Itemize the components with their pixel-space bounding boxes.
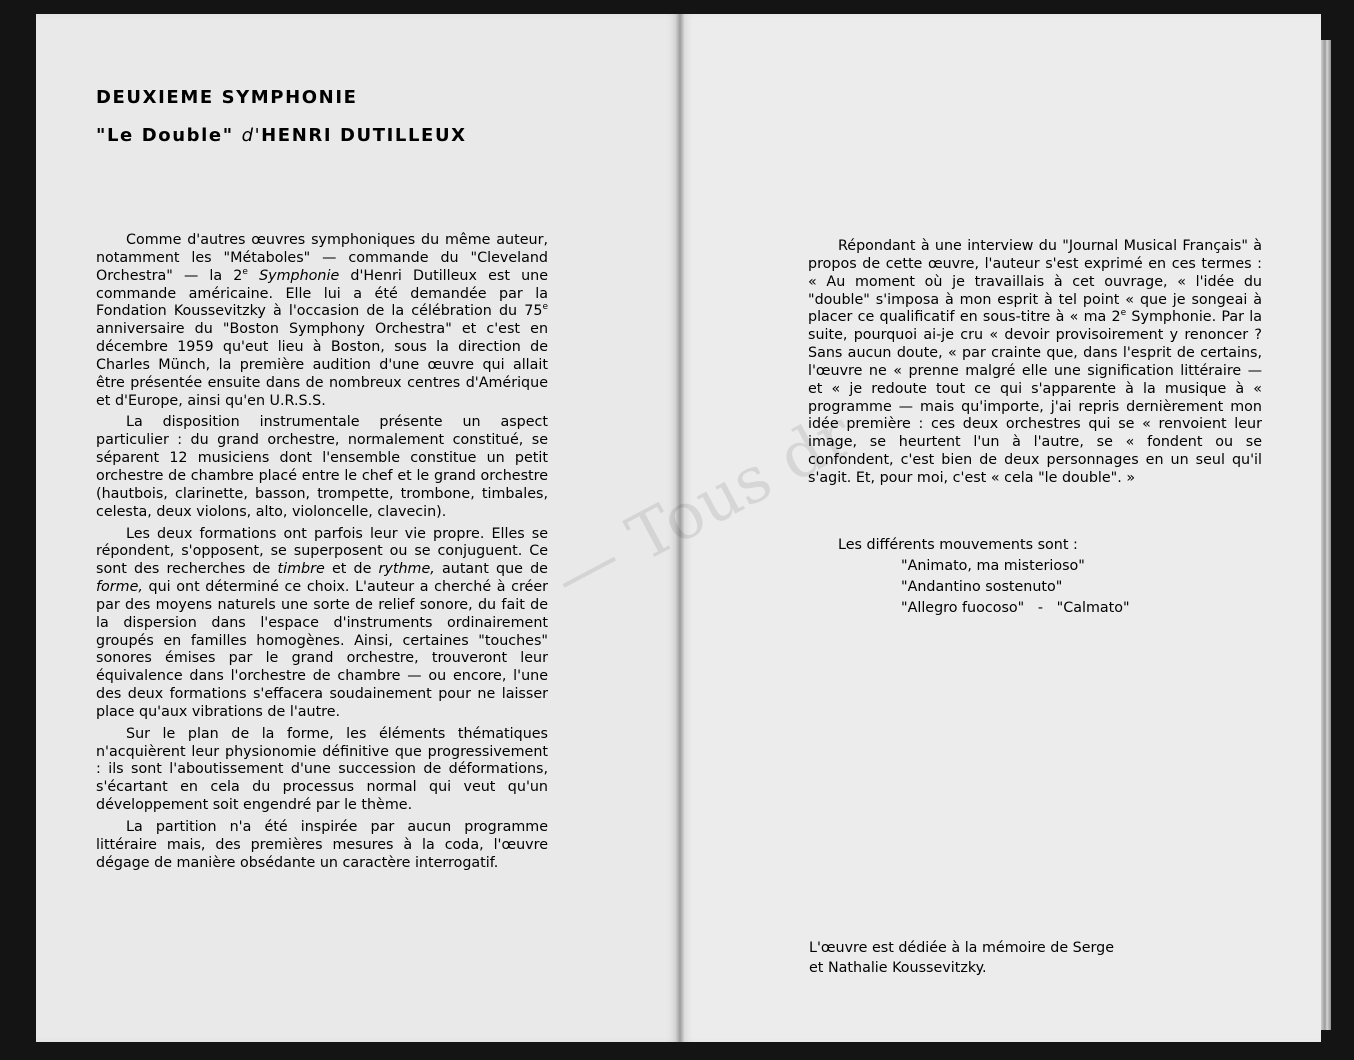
- page-title: DEUXIEME SYMPHONIE: [96, 87, 358, 108]
- composer-name: HENRI DUTILLEUX: [261, 125, 467, 146]
- movements-intro: Les différents mouvements sont :: [838, 537, 1078, 553]
- work-name: "Le Double": [96, 125, 234, 146]
- paragraph-1: Comme d'autres œuvres symphoniques du même auteur, notamment les "Métaboles" — commande du "Cleveland Orchestra" — la 2e Symphonie d'Henri Dutilleux est une commande américaine. Elle lui a été demandée par la Fondation Koussevitzky à l'occasion de la célébration du 75e anniversaire du "Boston Symphony Orchestra" et c'est en décembre 1959 qu'eut lieu à Boston, sous la direction de Charles Münch, la première audition d'une œuvre qui allait être présentée ensuite dans de nombreux centres d'Amérique et d'Europe, ainsi qu'en U.R.S.S.: [96, 232, 548, 409]
- subtitle-preposition: d': [241, 125, 262, 146]
- right-page-content: [681, 14, 1321, 1042]
- quote-paragraph: Répondant à une interview du "Journal Musical Français" à propos de cette œuvre, l'auteur s'est exprimé en ces termes : « Au moment où je travaillais à cet ouvrage, « l'idée du "double" s'imposa à mon esprit à tel point « que je songeai à placer ce qualificatif en sous-titre à « ma 2e Symphonie. Par la suite, pourquoi ai-je cru « devoir provisoirement y renoncer ? Sans aucun doute, « par crainte que, dans l'esprit de certains, l'œuvre ne « prenne malgré elle une signification littéraire — et « je redoute tout ce qui s'apparente à la musique à « programme — mais qu'importe, j'ai repris dernièrement mon idée première : ces deux orchestres qui se « renvoient leur image, se heurtent l'un à l'autre, se « fondent ou se confondent, c'est bien de deux personnages en un seul qu'il s'agit. Et, pour moi, c'est « cela "le double". »: [808, 238, 1262, 486]
- paragraph-5: La partition n'a été inspirée par aucun programme littéraire mais, des premières mesures à la coda, l'œuvre dégage de manière obsédante un caractère interrogatif.: [96, 819, 548, 871]
- dedication: L'œuvre est dédiée à la mémoire de Serge et Nathalie Koussevitzky.: [809, 940, 1115, 976]
- movement-item: "Animato, ma misterioso": [901, 558, 1085, 574]
- movement-item: "Allegro fuocoso" - "Calmato": [901, 600, 1130, 616]
- left-page-content: [36, 14, 679, 1042]
- page-subtitle: [96, 125, 467, 146]
- paragraph-3: Les deux formations ont parfois leur vie propre. Elles se répondent, s'opposent, se superposent ou se conjuguent. Ce sont des recherches de timbre et de rythme, autant que de forme, qui ont déterminé ce choix. L'auteur a cherché à créer par des moyens naturels une sorte de relief sonore, du fait de la dispersion dans l'espace d'instruments ordinairement groupés en familles homogènes. Ainsi, certaines "touches" sonores émises par le grand orchestre, trouveront leur équivalence dans l'orchestre de chambre — ou encore, l'une des deux formations s'effacera soudainement pour ne laisser place qu'aux vibrations de l'autre.: [96, 525, 548, 720]
- paragraph-4: Sur le plan de la forme, les éléments thématiques n'acquièrent leur physionomie définitive que progressivement : ils sont l'aboutissement d'une succession de déformations, s'écartant en cela du processus normal qui veut qu'un développement soit engendré par le thème.: [96, 725, 548, 814]
- paragraph-2: La disposition instrumentale présente un aspect particulier : du grand orchestre, normalement constitué, se séparent 12 musiciens dont l'ensemble constitue un petit orchestre de chambre placé entre le chef et le grand orchestre (hautbois, clarinette, basson, trompette, trombone, timbales, celesta, deux violons, alto, violoncelle, clavecin).: [96, 414, 548, 520]
- movements-list: [838, 535, 1130, 619]
- left-body-text: [96, 232, 548, 877]
- movement-item: "Andantino sostenuto": [901, 579, 1063, 595]
- interview-quote: [808, 238, 1262, 492]
- page-edge: [1321, 40, 1331, 1030]
- movement-items: [838, 556, 1130, 619]
